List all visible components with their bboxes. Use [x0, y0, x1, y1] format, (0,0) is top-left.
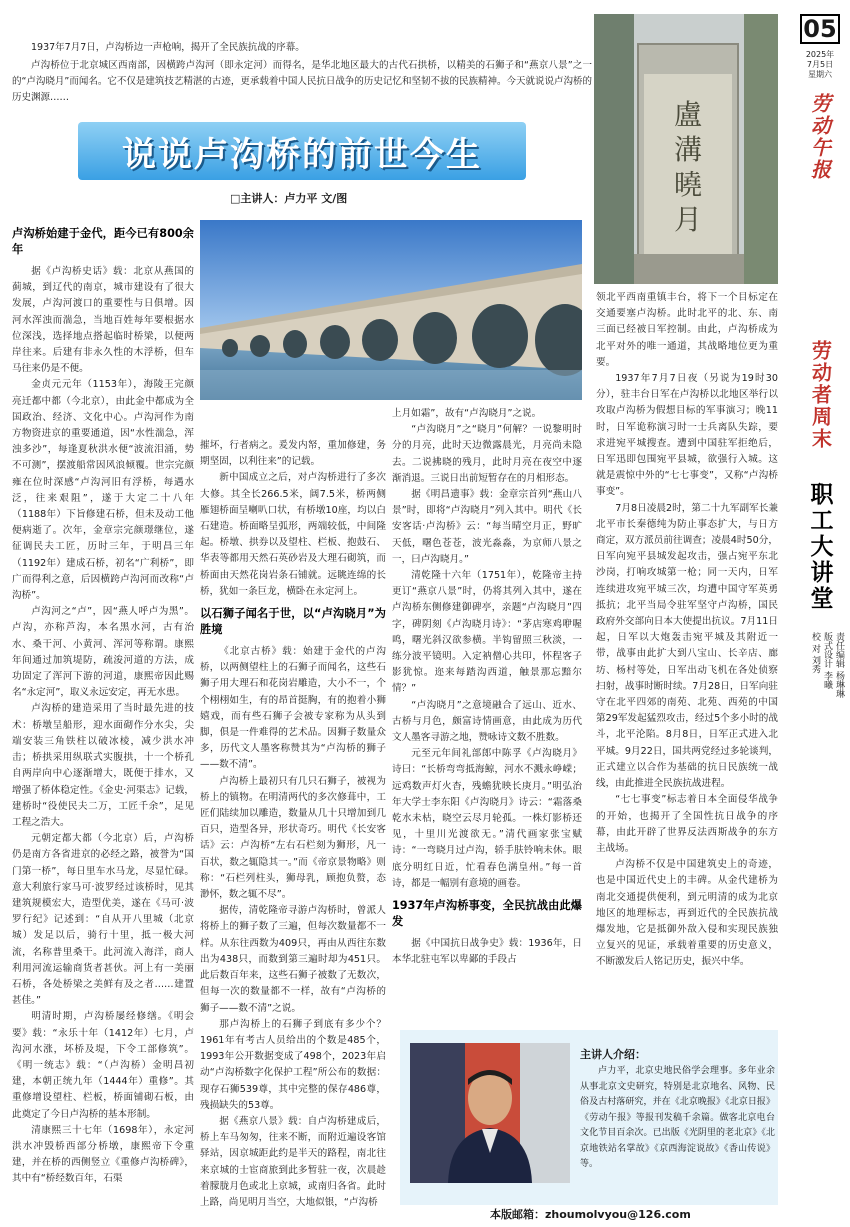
paragraph: 明清时期，卢沟桥屡经修缮。《明会要》载：“永乐十年（1412年）七月，卢沟河水涨，坏桥及堤，下令工部修筑”。《明一统志》载：“（卢沟桥）金明昌初建，本朝正统九年（1444年）重修”。其重修增设望柱、栏板，桥面铺砌石板，由此奠定了今日卢沟桥的基本形制。: [12, 1011, 194, 1120]
headline-banner: [78, 122, 526, 180]
intro: [12, 40, 592, 108]
paragraph: 元朝定都大都（今北京）后，卢沟桥仍是南方各省进京的必经之路，被誉为“国门第一桥”，每日里车水马龙，尽显忙碌。意大利旅行家马可·波罗经过该桥时，见其建筑规模宏大，造型优美，遂在《马可·波罗行纪》记述到：“自从开八里城（北京城）发足以后，骑行十里，抵一极大河流，名称普里桑干。此河流入海洋，商人利用河流运输商货者甚伙。河上有一美丽石桥，各处桥梁之美鲜有及之者……建置甚佳。”: [12, 833, 194, 1007]
paragraph: 卢沟河之“卢”，因“燕人呼卢为黑”。卢沟，亦称芦沟，本名黑水河，古有治水、桑干河、小黄河、浑河等称谓。康熙年间通过加筑堤防，疏浚河道的方法，成功固定了浑河下游的河道，康熙帝因此赐名“永定河”，取义永远安定，再无水患。: [12, 606, 194, 699]
paragraph: 那卢沟桥上的石狮子到底有多少个？1961年有考古人员给出的个数是485个，1993年公开数据变成了498个，2023年启动“卢沟桥数字化保护工程”所公布的数据：现存石狮539尊，其中完整的保存486尊，残损缺失的53尊。: [200, 1018, 386, 1111]
speaker-image: [410, 1043, 570, 1183]
stele-inscription-1: 盧: [673, 98, 703, 131]
paragraph: 据《燕京八景》载：自卢沟桥建成后，桥上车马匆匆，往来不断，而附近遍设客馆驿站，因京城距此约是半天的路程，南北往来京城的士宦商旅到此多暂驻一夜，次晨趁着朦胧月色或北上京城，或南归各省。此时上路，尚见明月当空，大地似银，“卢沟桥: [200, 1115, 386, 1208]
paragraph: 7月8日凌晨2时，第二十九军副军长兼北平市长秦德纯为防止事态扩大，与日方商定，双方派员前往调查；凌晨4时50分，日军向宛平县城发起攻击，强占宛平东北沙岗，打响攻城第一枪；同一天内，日军连续进攻宛平城三次，均遭中国守军英勇抵抗；北平当局令驻军坚守卢沟桥，国民政府外交部向日本大使提出抗议。7月11日起，日军以大炮轰击宛平城及其附近一带，战事由此扩大到八宝山、长辛店、廊坊、杨村等处，日军出动飞机在各处侦察扫射，战事时断时续。7月28日，日军向驻守在北平四郊的南苑、北苑、西苑的中国第29军发起猛烈攻击，经过5个多小时的战斗，北平沦陷。8月8日，日军正式进入北平城。9月22日，国共两党经过多轮谈判，正式建立以合作为基础的抗日民族统一战线，由此推进全民族抗战进程。: [596, 502, 778, 790]
issue-date: 7月5日: [806, 60, 834, 69]
stele-inscription-3: 曉: [673, 168, 703, 201]
column-name: 职工大讲堂: [806, 482, 833, 612]
article-column-3: [392, 406, 582, 969]
paragraph: 卢沟桥上最初只有几只石狮子，被视为桥上的镇物。在明清两代的多次修葺中，工匠们陆续加以雕造，数量从几十只增加到几百只，造型各异，形状奇巧。明代《长安客话》云：卢沟桥“左右石栏刻为狮形，凡一百状，数之辄隐其一。”而《帝京景物略》则称：“石栏列柱头，狮母乳，顾抱负赘，态渺怀，数之辄不尽”。: [200, 775, 386, 901]
stele-photo: [594, 14, 778, 284]
paragraph: 《北京古桥》载：始建于金代的卢沟桥，以两侧望柱上的石狮子而闻名，这些石狮子用大理石和花岗岩雕造，大小不一，个个栩栩如生，有的昂首挺胸，有的抱着小狮嬉戏，而有些石狮子会被专家称为从头到脚，俱是一件难得的艺术品。因狮子数量众多，历代文人墨客称赞其为“卢沟桥的狮子——数不清”。: [200, 646, 386, 771]
section-heading-2: 以石狮子闻名于世，以“卢沟晓月”为胜境: [200, 607, 386, 637]
speaker-bio: [580, 1064, 775, 1173]
newspaper-logo: 劳动午报: [807, 93, 832, 181]
issue-year: 2025年: [805, 50, 835, 59]
article-column-4: [596, 290, 778, 971]
intro-paragraph: 1937年7月7日，卢沟桥边一声枪响，揭开了全民族抗战的序幕。: [31, 42, 305, 53]
issue-weekday: 星期六: [808, 70, 832, 79]
paragraph: 据《中国抗日战争史》载：1936年，日本华北驻屯军以卑鄙的手段占: [392, 938, 582, 966]
section-heading-1: 卢沟桥始建于金代，距今已有800余年: [12, 227, 194, 256]
stele-inscription-4: 月: [673, 203, 703, 236]
paragraph: 上月如霜”，故有“卢沟晓月”之说。: [392, 408, 542, 419]
paragraph: 领北平西南重镇丰台，将下一个目标定在交通要塞卢沟桥。此时北平的北、东、南三面已经被日军控制。由此，卢沟桥成为北平对外的唯一通道，其战略地位更为重要。: [596, 292, 778, 368]
article-column-1: [12, 220, 194, 1188]
editor-credits: [797, 632, 845, 742]
article-column-2: [200, 438, 386, 1211]
section-heading-3: 1937年卢沟桥事变，全民抗战由此爆发: [392, 899, 582, 929]
page-mailbox: 本版邮箱：zhoumolvyou@126.com: [490, 1208, 691, 1221]
intro-paragraph: 卢沟桥位于北京城区西南部，因横跨卢沟河（即永定河）而得名，是华北地区最大的古代石拱桥，以精美的石狮子和“燕京八景”之一的“卢沟晓月”而闻名。它不仅是建筑技艺精湛的古迹，更承载着中国人民抗日战争的历史记忆和坚韧不拔的民族精神。今天就说说卢沟桥的历史渊源……: [12, 60, 592, 103]
speaker-bio-text: 卢力平，北京史地民俗学会理事。多年业余从事北京文史研究，特别是北京地名、风物、民俗及古村落研究，并在《北京晚报》《北京日报》《劳动午报》等报刊发稿千余篇。做客北京电台文化节目百余次。已出版《光阴里的老北京》《北京地铁站名掌故》《京西海淀说故》《香山传说》等。: [580, 1066, 775, 1169]
speaker-heading: 主讲人介绍：: [580, 1048, 646, 1061]
editor-credit: 责任编辑 杨琳琳: [834, 632, 844, 698]
headline-title: 说说卢沟桥的前世今生: [122, 134, 482, 175]
paragraph: 清乾隆十六年（1751年），乾隆帝主持更订“燕京八景”时，仍将其列入其中，遂在卢沟桥东侧修建御碑亭，亲题“卢沟晓月”四字，碑阴刻《卢沟晓月诗》：“茅店寒鸡咿喔鸣，曙光斜汉欲参横。半钩留照三秋淡，一练分波平镜明。入定衲僧心共印，怀程客子影犹惊。迩来每踏沟西道，触景那忘黯尔情？”: [392, 570, 582, 695]
paragraph: “七七事变”标志着日本全面侵华战争的开始，也揭开了全国性抗日战争的序幕，由此开辟了世界反法西斯战争的东方主战场。: [596, 794, 778, 854]
paragraph: 1937年7月7日夜（另说为19时30分），驻丰台日军在卢沟桥以北地区举行以攻取卢沟桥为假想目标的军事演习；晚11时，日军诡称演习时一士兵离队失踪，要求进宛平城搜查。遭到中国驻军拒绝后，日军迅即包围宛平县城，欲强行入城。这就是震惊中外的“七七事变”，又称“卢沟桥事变”。: [596, 373, 778, 498]
paragraph: 金贞元元年（1153年），海陵王完颜亮迁都中都（今北京），由此金中都成为全国政治、经济、文化中心。卢沟河作为南方物资进京的重要通道，因“水性湍急，浑浊多沙”，每逢夏秋洪水便“波流泪涌，势不可测”，摆渡船常因风浪倾覆。世宗完颜雍在位时深感“卢沟河旧有浮桥，每遇水泛，往来艰阻”，遂于大定二十八年（1188年）下旨修建石桥，但未及动工他便病逝了。次年，金章宗完颜璟继位，遂征调民夫工匠，历时三年，于明昌三年（1192年）建成石桥，初名“广利桥”，即广而得利之意，后因横跨卢沟河而改称“卢沟桥”。: [12, 379, 194, 602]
paragraph: 据《卢沟桥史话》载：北京从燕国的蓟城，到辽代的南京，城市建设有了很大发展，卢沟河渡口的重要性与日俱增。因河水浑浊而湍急，当地百姓每年要根据水位深浅，选择地点搭起临时桥梁，以便两岸往来。后建有非永久性的木浮桥，但车马往来仍是不便。: [12, 266, 194, 375]
speaker-photo: [410, 1043, 570, 1183]
paragraph: 卢沟桥不仅是中国建筑史上的奇迹，也是中国近代史上的丰碑。从金代建桥为南北交通提供便利，到元明清的成为北京地区的地理标志，再到近代的全民族抗战爆发地，它是抵御外敌入侵和实现民族独立复兴的见证，承载着重要的历史意义，不断激发后人铭记历史，振兴中华。: [596, 859, 778, 968]
section-name: 劳动者周末: [808, 340, 833, 450]
paragraph: 新中国成立之后，对卢沟桥进行了多次大修。其全长266.5米，阔7.5米，桥两侧雁翅桥面呈喇叭口状，有桥墩10座，均以白石建造。桥面略呈弧形，两端较低，中间隆起。桥墩、拱券以及望柱、栏板、抱鼓石、华表等都用天然石英砂岩及大理石砌筑，而桥面由天然花岗岩条石铺就。远眺连绵的长桥，犹如一条巨龙，横卧在永定河上。: [200, 472, 386, 597]
page-number: 05: [800, 14, 840, 44]
bridge-photo: [200, 220, 582, 400]
paragraph: “卢沟晓月”之“晓月”何解？一说黎明时分的月亮，此时天边微露晨光，月亮尚未隐去。二说拂晓的残月，此时月亮在夜空中逐渐消退。三说日出前短暂存在的月相形态。: [392, 424, 582, 484]
paragraph: 清康熙三十七年（1698年），永定河洪水冲毁桥西部分桥墩，康熙帝下令重建，并在桥的西侧竖立《重修卢沟桥碑》，其中有“桥经数百年，石渠: [12, 1124, 194, 1185]
paragraph: 据传，清乾隆帝寻游卢沟桥时，曾派人将桥上的狮子数了三遍，但每次数量都不一样。从东往西数为409只，再由从西往东数出为438只，而数到第三遍时却为451只。此后数百年来，这些石狮子被数了无数次，但每一次的数量都不一样，故有“卢沟桥的狮子——数不清”之说。: [200, 905, 386, 1014]
paragraph: 卢沟桥的建造采用了当时最先进的技术：桥墩呈船形，迎水面砌作分水尖，尖端安装三角铁柱以破冰棱，减少洪水冲击；桥拱采用纵联式实腹拱，十一个桥孔自两岸向中心逐渐增大，既便于排水，又增强了桥体稳定性。《金史·河渠志》记载，建桥时“役使民夫二万，工匠千余”，足见工程之浩大。: [12, 703, 194, 828]
bridge-image: [200, 220, 582, 400]
designer-credit: 版式设计 李曦: [822, 632, 832, 689]
stele-inscription-2: 溝: [673, 133, 703, 166]
paragraph: 摧坏，行者病之。爰发内帑，重加修建，务期坚固，以利往来”的记载。: [200, 440, 386, 468]
paragraph: “卢沟晓月”之意境融合了远山、近水、古桥与月色，颇富诗情画意，由此成为历代文人墨客寻游之地，赞咏诗文数不胜数。: [392, 699, 582, 744]
paragraph: 元至元年间礼部郎中陈孚《卢沟晓月》诗曰：“长桥弯弯抵海鲸，河水不溅永峥嵘；远鸡数声灯火杳，残蟾犹映长庚月。”明弘治年大学士李东阳《卢沟晓月》诗云：“霜落桑乾水未枯，晓空云尽月轮孤。一株灯影桥还见，十里川光渡欲无。”清代画家张宝赋诗：“一弯晓月过卢沟，轿手肤铃响未休。眼底分明红日近，忙看春色满皇州。”每一首诗，都是一幅别有意境的画卷。: [392, 748, 582, 889]
stele-image: [594, 14, 778, 284]
paragraph: 据《明昌遗事》载：金章宗首列“燕山八景”时，即将“卢沟晓月”列入其中。明代《长安客话·卢沟桥》云：“每当晴空月正，野旷天低，曙色苍苍，波光淼淼，为京师八景之一，曰卢沟晓月。”: [392, 489, 582, 565]
proof-credit: 校 对 刘秀: [810, 632, 820, 674]
byline: □主讲人：卢力平 文/图: [230, 192, 348, 205]
